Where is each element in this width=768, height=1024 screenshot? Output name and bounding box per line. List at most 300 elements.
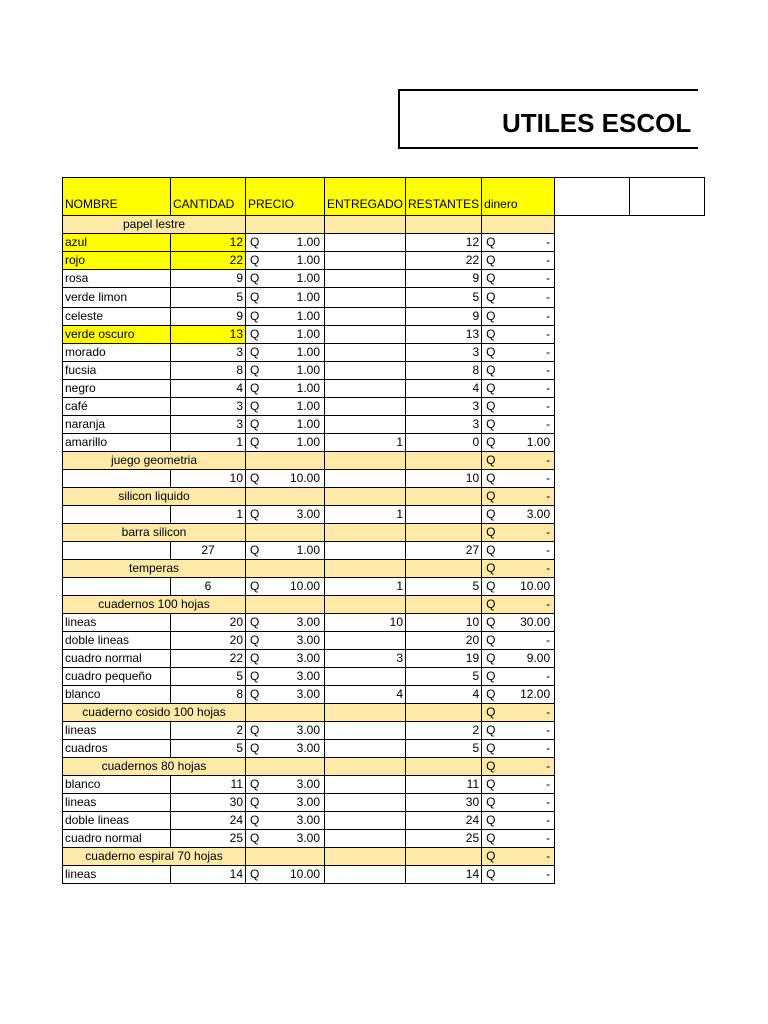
entregado-cell[interactable] <box>325 326 406 344</box>
restantes-cell[interactable] <box>406 488 482 506</box>
dinero-cell[interactable] <box>482 506 555 524</box>
cantidad-cell[interactable]: 8 <box>171 362 246 380</box>
entregado-cell[interactable] <box>325 288 406 308</box>
cantidad-cell[interactable]: 5 <box>171 288 246 308</box>
currency-symbol: Q <box>486 831 496 845</box>
cantidad-cell[interactable]: 13 <box>171 326 246 344</box>
cantidad-cell[interactable]: 27 <box>171 542 246 560</box>
nombre-cell[interactable]: lineas <box>63 866 171 884</box>
dinero-cell[interactable] <box>482 398 555 416</box>
empty-cell[interactable] <box>555 178 630 216</box>
amount-value: - <box>546 525 551 539</box>
restantes-cell[interactable]: 25 <box>406 830 482 848</box>
amount-value: - <box>546 399 551 413</box>
restantes-cell[interactable]: 5 <box>406 288 482 308</box>
entregado-cell[interactable] <box>325 344 406 362</box>
restantes-cell[interactable]: 24 <box>406 812 482 830</box>
table-row <box>63 234 705 252</box>
dinero-cell[interactable] <box>482 794 555 812</box>
currency-symbol: Q <box>486 253 496 267</box>
dinero-cell[interactable] <box>482 470 555 488</box>
restantes-cell[interactable]: 5 <box>406 740 482 758</box>
entregado-cell[interactable] <box>325 794 406 812</box>
dinero-cell[interactable] <box>482 416 555 434</box>
currency-symbol: Q <box>486 597 496 611</box>
amount-value: - <box>546 759 551 773</box>
dinero-cell[interactable] <box>482 740 555 758</box>
restantes-cell[interactable] <box>406 524 482 542</box>
cantidad-cell[interactable]: 12 <box>171 234 246 252</box>
precio-cell[interactable] <box>246 488 325 506</box>
dinero-cell[interactable] <box>482 252 555 270</box>
currency-symbol: Q <box>486 489 496 503</box>
amount-value: 12.00 <box>520 687 551 701</box>
nombre-cell[interactable]: blanco <box>63 776 171 794</box>
dinero-cell[interactable] <box>482 488 555 506</box>
entregado-cell[interactable]: 1 <box>325 578 406 596</box>
restantes-cell[interactable]: 3 <box>406 398 482 416</box>
entregado-cell[interactable] <box>325 524 406 542</box>
precio-cell[interactable] <box>246 398 325 416</box>
restantes-cell[interactable]: 10 <box>406 614 482 632</box>
header-precio[interactable]: PRECIO <box>246 178 325 216</box>
cantidad-cell[interactable]: 2 <box>171 722 246 740</box>
amount-value: 3.00 <box>296 795 320 809</box>
entregado-cell[interactable] <box>325 270 406 288</box>
category-label[interactable]: silicon liquido <box>63 488 246 506</box>
cantidad-cell[interactable]: 1 <box>171 506 246 524</box>
currency-symbol: Q <box>486 561 496 575</box>
entregado-cell[interactable] <box>325 632 406 650</box>
currency-symbol: Q <box>486 633 496 647</box>
nombre-cell[interactable]: doble lineas <box>63 632 171 650</box>
amount-value: 1.00 <box>296 543 320 557</box>
restantes-cell[interactable]: 13 <box>406 326 482 344</box>
currency-symbol: Q <box>486 271 496 285</box>
table-row <box>63 632 705 650</box>
dinero-cell[interactable] <box>482 524 555 542</box>
currency-symbol: Q <box>486 723 496 737</box>
currency-symbol: Q <box>250 633 260 647</box>
precio-cell[interactable] <box>246 234 325 252</box>
precio-cell[interactable] <box>246 542 325 560</box>
cantidad-cell[interactable]: 3 <box>171 416 246 434</box>
table-row <box>63 326 705 344</box>
currency-symbol: Q <box>486 525 496 539</box>
restantes-cell[interactable]: 2 <box>406 722 482 740</box>
amount-value: - <box>546 597 551 611</box>
nombre-cell[interactable] <box>63 506 171 524</box>
currency-symbol: Q <box>486 579 496 593</box>
table-row <box>63 740 705 758</box>
table-row <box>63 830 705 848</box>
dinero-cell[interactable] <box>482 866 555 884</box>
restantes-cell[interactable]: 11 <box>406 776 482 794</box>
precio-cell[interactable] <box>246 740 325 758</box>
nombre-cell[interactable]: café <box>63 398 171 416</box>
entregado-cell[interactable] <box>325 758 406 776</box>
restantes-cell[interactable] <box>406 596 482 614</box>
dinero-cell[interactable] <box>482 650 555 668</box>
dinero-cell[interactable] <box>482 722 555 740</box>
precio-cell[interactable] <box>246 830 325 848</box>
cantidad-cell[interactable]: 22 <box>171 252 246 270</box>
nombre-cell[interactable]: lineas <box>63 794 171 812</box>
entregado-cell[interactable] <box>325 776 406 794</box>
cantidad-cell[interactable]: 3 <box>171 344 246 362</box>
cantidad-cell[interactable]: 3 <box>171 398 246 416</box>
table-row <box>63 288 705 308</box>
currency-symbol: Q <box>250 723 260 737</box>
cantidad-cell[interactable]: 20 <box>171 614 246 632</box>
category-label[interactable]: cuadernos 100 hojas <box>63 596 246 614</box>
precio-cell[interactable] <box>246 216 325 234</box>
currency-symbol: Q <box>486 435 496 449</box>
entregado-cell[interactable] <box>325 668 406 686</box>
amount-value: - <box>546 309 551 323</box>
precio-cell[interactable] <box>246 434 325 452</box>
amount-value: 3.00 <box>296 687 320 701</box>
restantes-cell[interactable] <box>406 758 482 776</box>
nombre-cell[interactable] <box>63 542 171 560</box>
dinero-cell[interactable] <box>482 216 555 234</box>
amount-value: - <box>546 471 551 485</box>
restantes-cell[interactable]: 5 <box>406 668 482 686</box>
dinero-cell[interactable] <box>482 560 555 578</box>
restantes-cell[interactable]: 22 <box>406 252 482 270</box>
dinero-cell[interactable] <box>482 362 555 380</box>
dinero-cell[interactable] <box>482 704 555 722</box>
precio-cell[interactable] <box>246 560 325 578</box>
restantes-cell[interactable]: 20 <box>406 632 482 650</box>
dinero-cell[interactable] <box>482 288 555 308</box>
precio-cell[interactable] <box>246 252 325 270</box>
precio-cell[interactable] <box>246 722 325 740</box>
precio-cell[interactable] <box>246 524 325 542</box>
table-row <box>63 398 705 416</box>
restantes-cell[interactable]: 9 <box>406 308 482 326</box>
category-label[interactable]: temperas <box>63 560 246 578</box>
category-label[interactable]: papel lestre <box>63 216 246 234</box>
entregado-cell[interactable] <box>325 596 406 614</box>
entregado-cell[interactable] <box>325 812 406 830</box>
entregado-cell[interactable] <box>325 380 406 398</box>
cantidad-cell[interactable]: 24 <box>171 812 246 830</box>
entregado-cell[interactable] <box>325 216 406 234</box>
dinero-cell[interactable] <box>482 668 555 686</box>
entregado-cell[interactable]: 1 <box>325 506 406 524</box>
currency-symbol: Q <box>250 253 260 267</box>
nombre-cell[interactable]: rosa <box>63 270 171 288</box>
nombre-cell[interactable]: cuadro normal <box>63 650 171 668</box>
amount-value: 1.00 <box>296 271 320 285</box>
amount-value: 3.00 <box>296 507 320 521</box>
entregado-cell[interactable]: 10 <box>325 614 406 632</box>
nombre-cell[interactable]: cuadros <box>63 740 171 758</box>
amount-value: - <box>546 705 551 719</box>
table-row <box>63 506 705 524</box>
dinero-cell[interactable] <box>482 632 555 650</box>
restantes-cell[interactable] <box>406 216 482 234</box>
restantes-cell[interactable]: 8 <box>406 362 482 380</box>
currency-symbol: Q <box>250 741 260 755</box>
entregado-cell[interactable] <box>325 560 406 578</box>
header-entregado[interactable]: ENTREGADO <box>325 178 406 216</box>
header-nombre[interactable]: NOMBRE <box>63 178 171 216</box>
nombre-cell[interactable]: lineas <box>63 614 171 632</box>
restantes-cell[interactable]: 9 <box>406 270 482 288</box>
nombre-cell[interactable]: lineas <box>63 722 171 740</box>
currency-symbol: Q <box>486 669 496 683</box>
dinero-cell[interactable] <box>482 452 555 470</box>
dinero-cell[interactable] <box>482 344 555 362</box>
amount-value: - <box>546 381 551 395</box>
nombre-cell[interactable]: celeste <box>63 308 171 326</box>
nombre-cell[interactable]: negro <box>63 380 171 398</box>
nombre-cell[interactable]: verde oscuro <box>63 326 171 344</box>
dinero-cell[interactable] <box>482 596 555 614</box>
currency-symbol: Q <box>250 327 260 341</box>
entregado-cell[interactable] <box>325 830 406 848</box>
precio-cell[interactable] <box>246 812 325 830</box>
restantes-cell[interactable] <box>406 452 482 470</box>
currency-symbol: Q <box>250 867 260 881</box>
restantes-cell[interactable] <box>406 506 482 524</box>
dinero-cell[interactable] <box>482 434 555 452</box>
entregado-cell[interactable] <box>325 542 406 560</box>
entregado-cell[interactable] <box>325 252 406 270</box>
header-dinero[interactable]: dinero <box>482 178 555 216</box>
dinero-cell[interactable] <box>482 848 555 866</box>
amount-value: - <box>546 290 551 304</box>
precio-cell[interactable] <box>246 596 325 614</box>
currency-symbol: Q <box>250 813 260 827</box>
entregado-cell[interactable] <box>325 416 406 434</box>
amount-value: 30.00 <box>520 615 551 629</box>
dinero-cell[interactable] <box>482 380 555 398</box>
cantidad-cell[interactable]: 11 <box>171 776 246 794</box>
currency-symbol: Q <box>486 417 496 431</box>
precio-cell[interactable] <box>246 632 325 650</box>
nombre-cell[interactable] <box>63 578 171 596</box>
category-row <box>63 704 705 722</box>
precio-cell[interactable] <box>246 794 325 812</box>
cantidad-cell[interactable]: 22 <box>171 650 246 668</box>
dinero-cell[interactable] <box>482 270 555 288</box>
header-cantidad[interactable]: CANTIDAD <box>171 178 246 216</box>
currency-symbol: Q <box>250 345 260 359</box>
precio-cell[interactable] <box>246 668 325 686</box>
entregado-cell[interactable] <box>325 704 406 722</box>
restantes-cell[interactable] <box>406 848 482 866</box>
cantidad-cell[interactable]: 25 <box>171 830 246 848</box>
precio-cell[interactable] <box>246 578 325 596</box>
restantes-cell[interactable] <box>406 560 482 578</box>
precio-cell[interactable] <box>246 416 325 434</box>
amount-value: 1.00 <box>296 253 320 267</box>
dinero-cell[interactable] <box>482 308 555 326</box>
amount-value: 1.00 <box>296 309 320 323</box>
precio-cell[interactable] <box>246 650 325 668</box>
precio-cell[interactable] <box>246 776 325 794</box>
nombre-cell[interactable]: verde limon <box>63 288 171 308</box>
entregado-cell[interactable] <box>325 722 406 740</box>
cantidad-cell[interactable]: 20 <box>171 632 246 650</box>
nombre-cell[interactable]: morado <box>63 344 171 362</box>
header-restantes[interactable]: RESTANTES <box>406 178 482 216</box>
restantes-cell[interactable]: 12 <box>406 234 482 252</box>
precio-cell[interactable] <box>246 270 325 288</box>
precio-cell[interactable] <box>246 344 325 362</box>
precio-cell[interactable] <box>246 686 325 704</box>
table-row <box>63 344 705 362</box>
precio-cell[interactable] <box>246 758 325 776</box>
cantidad-cell[interactable]: 5 <box>171 668 246 686</box>
precio-cell[interactable] <box>246 326 325 344</box>
precio-cell[interactable] <box>246 614 325 632</box>
precio-cell[interactable] <box>246 308 325 326</box>
precio-cell[interactable] <box>246 866 325 884</box>
category-label[interactable]: barra silicon <box>63 524 246 542</box>
cantidad-cell[interactable]: 10 <box>171 470 246 488</box>
category-label[interactable]: juego geometria <box>63 452 246 470</box>
nombre-cell[interactable]: amarillo <box>63 434 171 452</box>
amount-value: - <box>546 235 551 249</box>
amount-value: - <box>546 849 551 863</box>
currency-symbol: Q <box>486 507 496 521</box>
amount-value: - <box>546 489 551 503</box>
dinero-cell[interactable] <box>482 776 555 794</box>
restantes-cell[interactable]: 3 <box>406 344 482 362</box>
currency-symbol: Q <box>250 399 260 413</box>
table-row <box>63 416 705 434</box>
amount-value: 3.00 <box>296 831 320 845</box>
entregado-cell[interactable]: 4 <box>325 686 406 704</box>
entregado-cell[interactable] <box>325 452 406 470</box>
restantes-cell[interactable]: 14 <box>406 866 482 884</box>
restantes-cell[interactable]: 0 <box>406 434 482 452</box>
restantes-cell[interactable]: 27 <box>406 542 482 560</box>
entregado-cell[interactable] <box>325 866 406 884</box>
table-row <box>63 794 705 812</box>
empty-cell[interactable] <box>630 178 705 216</box>
table-row <box>63 722 705 740</box>
restantes-cell[interactable]: 30 <box>406 794 482 812</box>
page-title: UTILES ESCOL <box>502 108 692 138</box>
cantidad-cell[interactable]: 4 <box>171 380 246 398</box>
currency-symbol: Q <box>486 327 496 341</box>
nombre-cell[interactable]: cuadro normal <box>63 830 171 848</box>
dinero-cell[interactable] <box>482 234 555 252</box>
currency-symbol: Q <box>486 471 496 485</box>
dinero-cell[interactable] <box>482 542 555 560</box>
entregado-cell[interactable] <box>325 488 406 506</box>
dinero-cell[interactable] <box>482 326 555 344</box>
entregado-cell[interactable] <box>325 234 406 252</box>
entregado-cell[interactable] <box>325 308 406 326</box>
currency-symbol: Q <box>250 579 260 593</box>
table-row <box>63 578 705 596</box>
entregado-cell[interactable] <box>325 470 406 488</box>
dinero-cell[interactable] <box>482 758 555 776</box>
dinero-cell[interactable] <box>482 614 555 632</box>
currency-symbol: Q <box>486 453 496 467</box>
currency-symbol: Q <box>486 615 496 629</box>
currency-symbol: Q <box>486 759 496 773</box>
amount-value: - <box>546 543 551 557</box>
amount-value: 1.00 <box>296 417 320 431</box>
restantes-cell[interactable]: 19 <box>406 650 482 668</box>
currency-symbol: Q <box>486 651 496 665</box>
table-row <box>63 380 705 398</box>
currency-symbol: Q <box>486 381 496 395</box>
precio-cell[interactable] <box>246 380 325 398</box>
restantes-cell[interactable]: 5 <box>406 578 482 596</box>
precio-cell[interactable] <box>246 506 325 524</box>
dinero-cell[interactable] <box>482 686 555 704</box>
precio-cell[interactable] <box>246 452 325 470</box>
nombre-cell[interactable]: fucsia <box>63 362 171 380</box>
cantidad-cell[interactable]: 1 <box>171 434 246 452</box>
nombre-cell[interactable]: doble lineas <box>63 812 171 830</box>
amount-value: 1.00 <box>296 345 320 359</box>
entregado-cell[interactable] <box>325 848 406 866</box>
precio-cell[interactable] <box>246 362 325 380</box>
category-label[interactable]: cuadernos 80 hojas <box>63 758 246 776</box>
table-row <box>63 434 705 452</box>
cantidad-cell[interactable]: 6 <box>171 578 246 596</box>
currency-symbol: Q <box>486 795 496 809</box>
category-label[interactable]: cuaderno espiral 70 hojas <box>63 848 246 866</box>
entregado-cell[interactable]: 1 <box>325 434 406 452</box>
restantes-cell[interactable]: 4 <box>406 686 482 704</box>
cantidad-cell[interactable]: 30 <box>171 794 246 812</box>
dinero-cell[interactable] <box>482 812 555 830</box>
restantes-cell[interactable]: 4 <box>406 380 482 398</box>
cantidad-cell[interactable]: 9 <box>171 308 246 326</box>
restantes-cell[interactable] <box>406 704 482 722</box>
dinero-cell[interactable] <box>482 578 555 596</box>
dinero-cell[interactable] <box>482 830 555 848</box>
nombre-cell[interactable]: naranja <box>63 416 171 434</box>
precio-cell[interactable] <box>246 470 325 488</box>
amount-value: - <box>546 561 551 575</box>
amount-value: 3.00 <box>296 633 320 647</box>
category-label[interactable]: cuaderno cosido 100 hojas <box>63 704 246 722</box>
entregado-cell[interactable] <box>325 362 406 380</box>
cantidad-cell[interactable]: 9 <box>171 270 246 288</box>
nombre-cell[interactable]: azul <box>63 234 171 252</box>
precio-cell[interactable] <box>246 848 325 866</box>
cantidad-cell[interactable]: 8 <box>171 686 246 704</box>
cantidad-cell[interactable]: 5 <box>171 740 246 758</box>
table-row <box>63 866 705 884</box>
nombre-cell[interactable]: rojo <box>63 252 171 270</box>
entregado-cell[interactable] <box>325 740 406 758</box>
nombre-cell[interactable]: cuadro pequeño <box>63 668 171 686</box>
cantidad-cell[interactable]: 14 <box>171 866 246 884</box>
restantes-cell[interactable]: 10 <box>406 470 482 488</box>
precio-cell[interactable] <box>246 704 325 722</box>
restantes-cell[interactable]: 3 <box>406 416 482 434</box>
nombre-cell[interactable] <box>63 470 171 488</box>
category-row <box>63 596 705 614</box>
precio-cell[interactable] <box>246 288 325 308</box>
amount-value: - <box>546 741 551 755</box>
nombre-cell[interactable]: blanco <box>63 686 171 704</box>
entregado-cell[interactable]: 3 <box>325 650 406 668</box>
entregado-cell[interactable] <box>325 398 406 416</box>
